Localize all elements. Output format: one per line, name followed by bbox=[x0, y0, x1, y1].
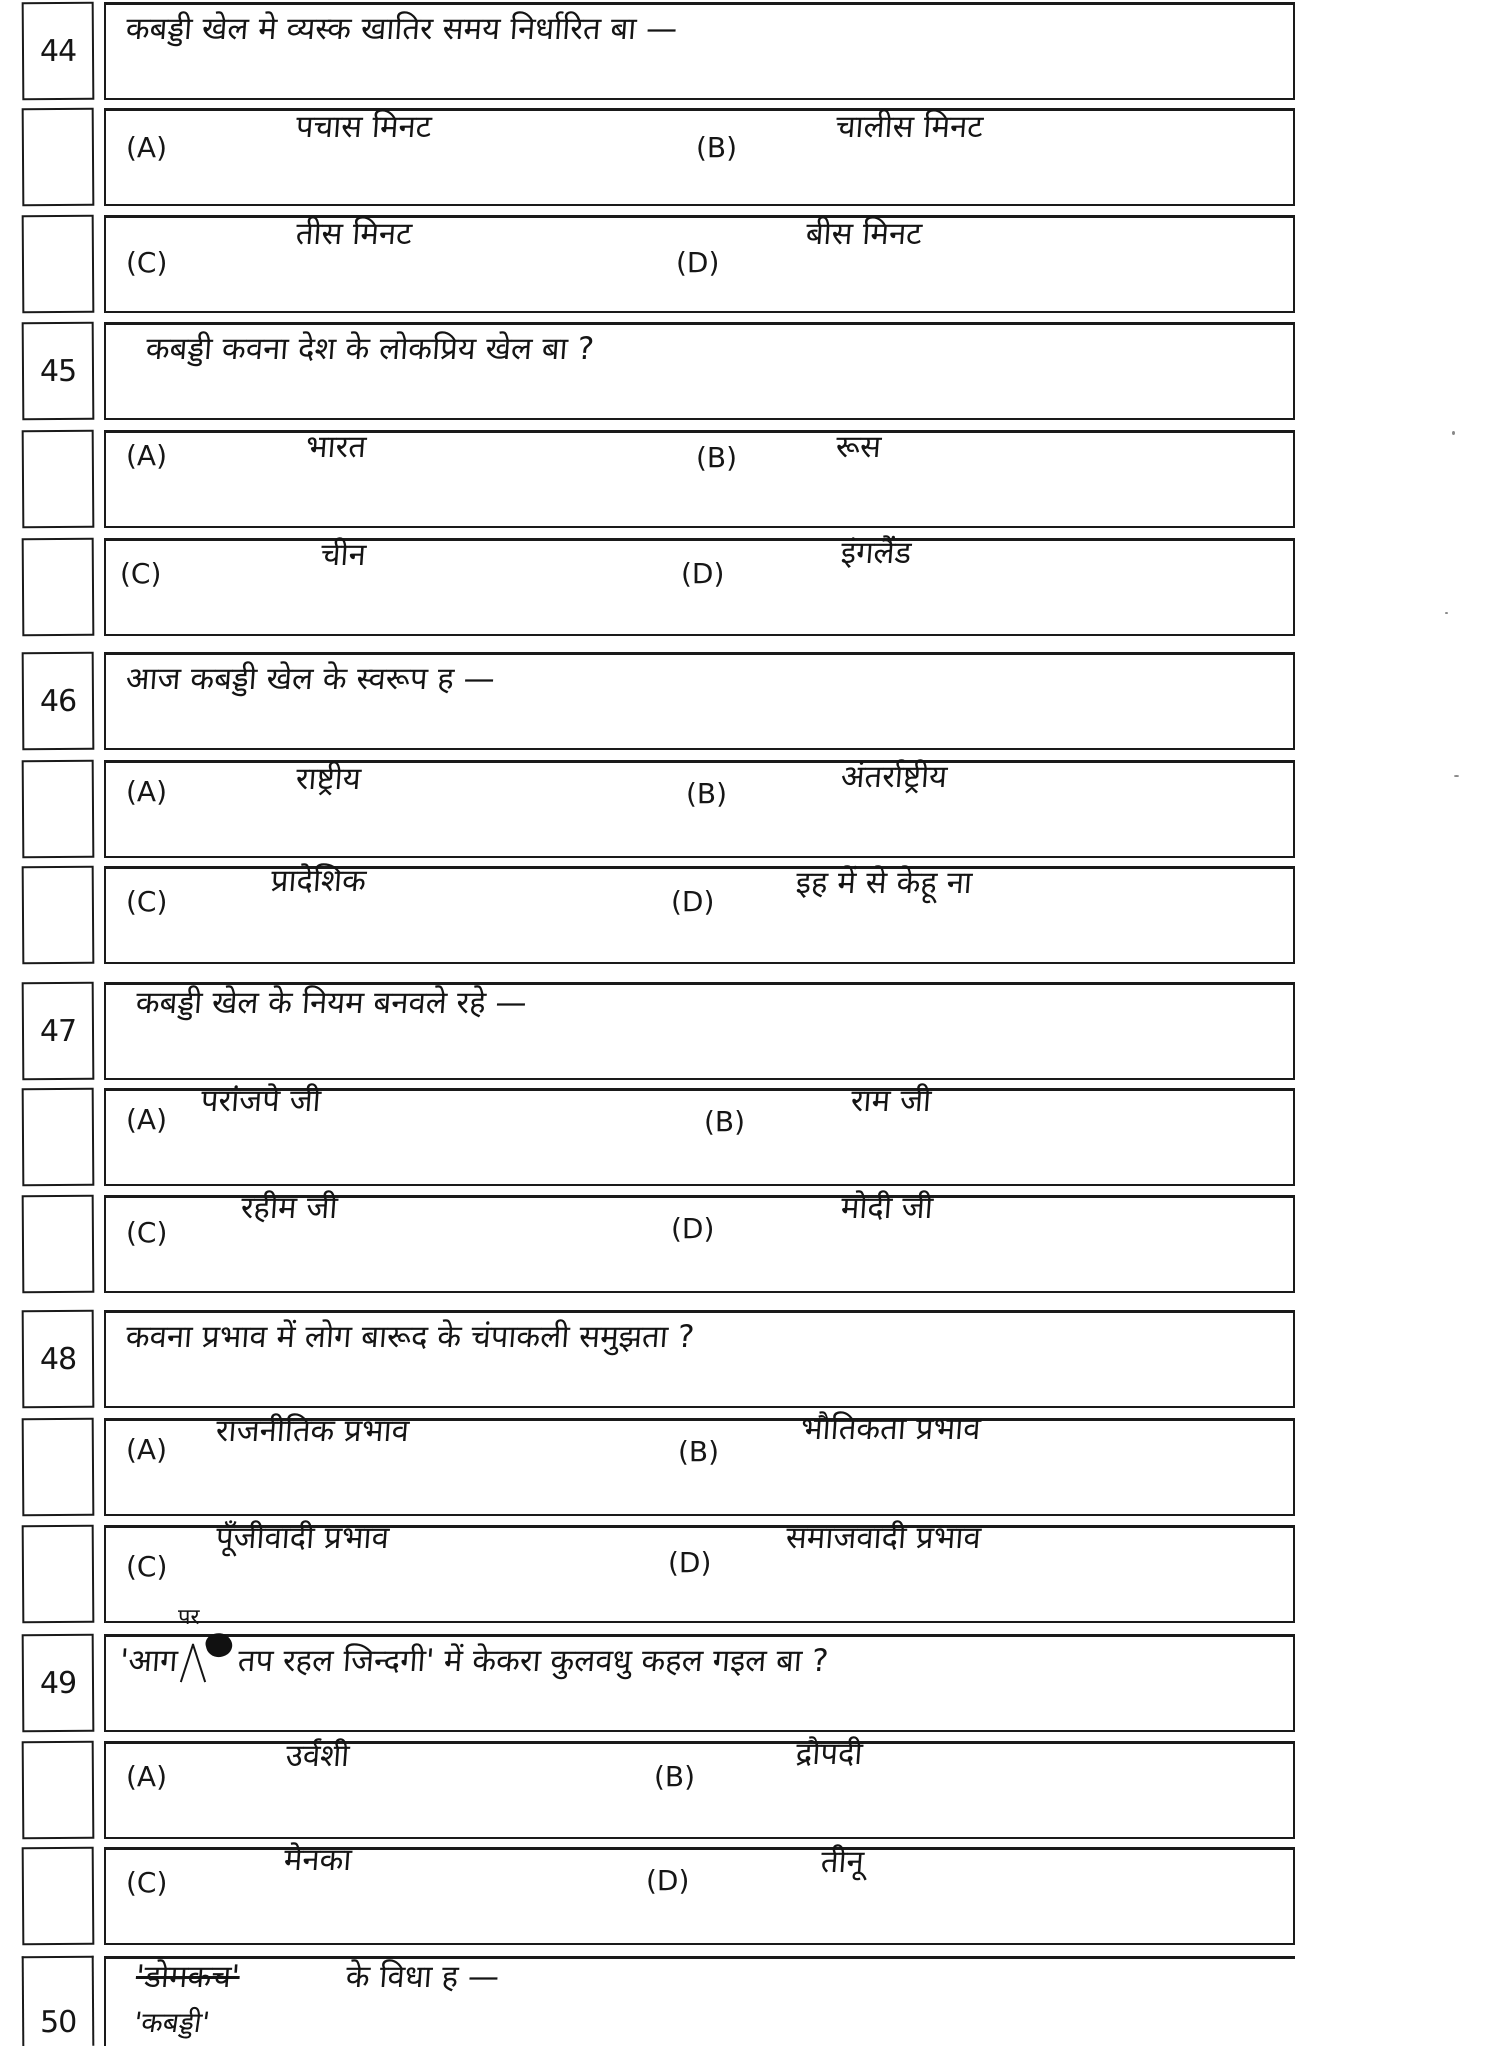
option-a-text: पचास मिनट bbox=[294, 109, 433, 145]
option-c-text: तीस मिनट bbox=[294, 216, 414, 252]
option-c-label: (C) bbox=[126, 1550, 168, 1583]
option-a-text: उर्वशी bbox=[284, 1738, 351, 1774]
blank-number-cell bbox=[22, 1847, 95, 1946]
option-d-text: समाजवादी प्रभाव bbox=[784, 1520, 983, 1556]
option-b-label: (B) bbox=[678, 1435, 720, 1468]
options-cell bbox=[104, 1190, 1295, 1293]
question-text-cell bbox=[104, 1956, 1295, 2046]
option-b-label: (B) bbox=[654, 1760, 696, 1793]
options-cell bbox=[104, 760, 1295, 858]
option-d-text: इंगलैंड bbox=[839, 535, 913, 571]
ink-blot bbox=[203, 1630, 234, 1660]
blank-number-cell bbox=[22, 1418, 95, 1517]
options-row-ab bbox=[0, 108, 1300, 208]
option-a-text: परांजपे जी bbox=[199, 1083, 323, 1119]
insertion-caret-left bbox=[180, 1644, 194, 1683]
question-text-cell bbox=[104, 1605, 1295, 1732]
question-text-part-2: तप रहल जिन्दगी' में केकरा कुलवधु कहल गइल बा ? bbox=[236, 1643, 830, 1679]
blank-number-cell bbox=[22, 1195, 95, 1294]
option-c-text: मेनका bbox=[282, 1842, 353, 1878]
question-row-47 bbox=[0, 982, 1300, 1082]
option-b-label: (B) bbox=[704, 1105, 746, 1138]
option-a-label: (A) bbox=[126, 131, 168, 164]
option-a-text: राष्ट्रीय bbox=[294, 761, 363, 797]
options-row-ab bbox=[0, 760, 1300, 860]
option-c-text: चीन bbox=[319, 537, 368, 573]
blank-number-cell bbox=[22, 866, 95, 965]
option-d-text: बीस मिनट bbox=[804, 216, 924, 252]
option-b-text: द्रौपदी bbox=[794, 1736, 864, 1772]
option-d-text: तीनू bbox=[819, 1844, 866, 1880]
option-b-label: (B) bbox=[696, 131, 738, 164]
options-cell bbox=[104, 1520, 1295, 1623]
option-b-text: रूस bbox=[834, 429, 883, 465]
question-text-cell bbox=[104, 2, 1295, 100]
insertion-caret-right bbox=[192, 1644, 206, 1683]
question-text-cell bbox=[104, 1310, 1295, 1408]
question-row-46 bbox=[0, 652, 1300, 752]
options-cell bbox=[104, 108, 1295, 206]
option-d-text: इह में से केहू ना bbox=[794, 865, 974, 901]
question-text: कबड्डी खेल मे व्यस्क खातिर समय निर्धारित बा — bbox=[124, 11, 679, 47]
question-text-part-1: 'आग bbox=[118, 1643, 179, 1679]
option-a-text: राजनीतिक प्रभाव bbox=[214, 1413, 411, 1449]
option-c-text: रहीम जी bbox=[239, 1190, 339, 1226]
question-number-cell: 48 bbox=[22, 1310, 95, 1409]
option-a-label: (A) bbox=[126, 1760, 168, 1793]
options-cell bbox=[104, 1083, 1295, 1186]
question-row-49 bbox=[0, 1605, 1300, 1734]
blank-number-cell bbox=[22, 1741, 95, 1840]
handwritten-correction: 'कबड्डी' bbox=[131, 2006, 212, 2039]
insertion-text: पर bbox=[178, 1605, 200, 1630]
blank-number-cell bbox=[22, 760, 95, 859]
blank-number-cell bbox=[22, 1525, 95, 1624]
options-cell bbox=[104, 1842, 1295, 1945]
options-row-cd bbox=[0, 215, 1300, 315]
options-cell bbox=[104, 863, 1295, 964]
option-c-label: (C) bbox=[126, 246, 168, 279]
options-cell bbox=[104, 430, 1295, 528]
option-a-label: (A) bbox=[126, 439, 168, 472]
blank-number-cell bbox=[22, 108, 95, 207]
option-b-text: भौतिकता प्रभाव bbox=[799, 1411, 982, 1447]
question-text-cell bbox=[104, 322, 1295, 420]
option-d-label: (D) bbox=[646, 1864, 690, 1897]
struck-question-text: 'डोमकच' bbox=[134, 1959, 241, 1995]
question-text: कवना प्रभाव में लोग बारूद के चंपाकली समुझता ? bbox=[124, 1319, 696, 1355]
option-c-label: (C) bbox=[120, 557, 162, 590]
scan-speck bbox=[1445, 612, 1448, 614]
scan-speck bbox=[1454, 775, 1459, 777]
options-row-cd bbox=[0, 1842, 1300, 1947]
question-number-cell: 44 bbox=[22, 2, 95, 101]
blank-number-cell bbox=[22, 215, 95, 314]
question-number-cell: 47 bbox=[22, 982, 95, 1081]
question-text: कबड्डी खेल के नियम बनवले रहे — bbox=[134, 985, 528, 1021]
blank-number-cell bbox=[22, 1088, 95, 1187]
option-d-label: (D) bbox=[671, 1212, 715, 1245]
question-row-44 bbox=[0, 2, 1300, 102]
options-row-cd bbox=[0, 535, 1300, 638]
options-row-cd bbox=[0, 863, 1300, 966]
option-a-label: (A) bbox=[126, 1103, 168, 1136]
options-row-ab bbox=[0, 1411, 1300, 1518]
option-d-label: (D) bbox=[676, 246, 720, 279]
question-row-48 bbox=[0, 1310, 1300, 1410]
option-d-label: (D) bbox=[681, 557, 725, 590]
option-c-text: प्रादेशिक bbox=[269, 863, 368, 899]
question-row-50 bbox=[0, 1956, 1300, 2046]
options-cell bbox=[104, 1736, 1295, 1839]
question-text: कबड्डी कवना देश के लोकप्रिय खेल बा ? bbox=[144, 331, 596, 367]
question-number-cell: 50 bbox=[22, 1956, 95, 2046]
question-row-45 bbox=[0, 322, 1300, 422]
question-number-cell: 46 bbox=[22, 652, 95, 751]
option-a-text: भारत bbox=[304, 429, 368, 465]
blank-number-cell bbox=[22, 538, 95, 637]
options-row-ab bbox=[0, 1083, 1300, 1188]
question-number-cell: 49 bbox=[22, 1634, 95, 1733]
option-b-label: (B) bbox=[686, 777, 728, 810]
options-row-ab bbox=[0, 1736, 1300, 1841]
option-d-label: (D) bbox=[671, 885, 715, 918]
question-text-cell bbox=[104, 652, 1295, 750]
option-d-label: (D) bbox=[668, 1546, 712, 1579]
scan-speck bbox=[1452, 431, 1455, 435]
option-c-label: (C) bbox=[126, 1866, 168, 1899]
options-cell bbox=[104, 535, 1295, 636]
option-c-label: (C) bbox=[126, 885, 168, 918]
question-number-cell: 45 bbox=[22, 322, 95, 421]
options-cell bbox=[104, 215, 1295, 313]
question-text: आज कबड्डी खेल के स्वरूप ह — bbox=[124, 661, 496, 697]
option-a-label: (A) bbox=[126, 775, 168, 808]
option-c-text: पूँजीवादी प्रभाव bbox=[214, 1520, 391, 1556]
options-row-cd bbox=[0, 1190, 1300, 1295]
option-c-label: (C) bbox=[126, 1216, 168, 1249]
question-text-cell bbox=[104, 982, 1295, 1080]
option-b-label: (B) bbox=[696, 441, 738, 474]
question-text: के विधा ह — bbox=[344, 1959, 501, 1995]
options-row-ab bbox=[0, 430, 1300, 530]
option-b-text: राम जी bbox=[849, 1083, 933, 1119]
option-b-text: अंतर्राष्ट्रीय bbox=[839, 759, 949, 795]
options-cell bbox=[104, 1411, 1295, 1516]
option-b-text: चालीस मिनट bbox=[834, 109, 985, 145]
option-d-text: मोदी जी bbox=[839, 1190, 935, 1226]
option-a-label: (A) bbox=[126, 1433, 168, 1466]
blank-number-cell bbox=[22, 430, 95, 529]
